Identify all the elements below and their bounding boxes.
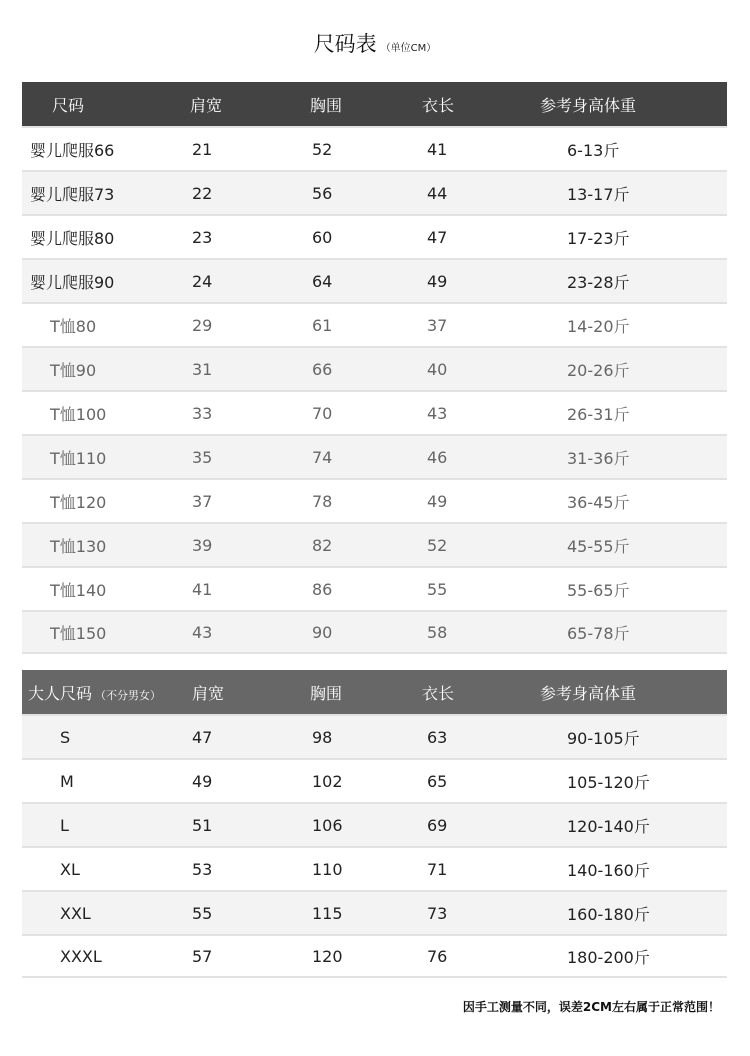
cell-chest: 115 — [312, 903, 343, 923]
cell-chest: 98 — [312, 727, 333, 747]
cell-weight: 140-160斤 — [567, 860, 650, 880]
cell-weight: 20-26斤 — [567, 360, 630, 380]
cell-size: 婴儿爬服73 — [30, 184, 115, 204]
page-title — [0, 28, 750, 58]
cell-size: T恤110 — [50, 448, 107, 468]
cell-shoulder: 21 — [192, 139, 213, 159]
table-row — [22, 758, 727, 802]
cell-chest: 120 — [312, 946, 343, 966]
table-row — [22, 126, 727, 170]
cell-shoulder: 33 — [192, 403, 213, 423]
cell-weight: 105-120斤 — [567, 772, 650, 792]
cell-shoulder: 51 — [192, 815, 213, 835]
cell-length: 63 — [427, 727, 448, 747]
cell-shoulder: 55 — [192, 903, 213, 923]
header-chest: 胸围 — [310, 683, 343, 703]
cell-chest: 90 — [312, 622, 333, 642]
cell-shoulder: 41 — [192, 579, 213, 599]
cell-shoulder: 49 — [192, 771, 213, 791]
cell-size: S — [60, 727, 71, 747]
table-row — [22, 714, 727, 758]
cell-weight: 120-140斤 — [567, 816, 650, 836]
table-row — [22, 934, 727, 978]
kids-size-table — [22, 82, 727, 654]
cell-length: 55 — [427, 579, 448, 599]
cell-length: 71 — [427, 859, 448, 879]
cell-length: 49 — [427, 271, 448, 291]
cell-chest: 86 — [312, 579, 333, 599]
cell-chest: 64 — [312, 271, 333, 291]
table-row — [22, 258, 727, 302]
cell-length: 37 — [427, 315, 448, 335]
cell-shoulder: 35 — [192, 447, 213, 467]
table-row — [22, 346, 727, 390]
cell-length: 43 — [427, 403, 448, 423]
cell-size: XXL — [60, 903, 91, 923]
cell-shoulder: 43 — [192, 622, 213, 642]
adult-size-table — [22, 670, 727, 978]
cell-length: 47 — [427, 227, 448, 247]
cell-length: 73 — [427, 903, 448, 923]
table-row — [22, 610, 727, 654]
cell-size: XL — [60, 859, 80, 879]
header-weight: 参考身高体重 — [540, 683, 637, 703]
cell-shoulder: 53 — [192, 859, 213, 879]
adult-table-body — [22, 714, 727, 978]
cell-length: 69 — [427, 815, 448, 835]
cell-length: 52 — [427, 535, 448, 555]
cell-shoulder: 23 — [192, 227, 213, 247]
cell-size: T恤120 — [50, 492, 107, 512]
table-row — [22, 890, 727, 934]
table-row — [22, 566, 727, 610]
cell-weight: 6-13斤 — [567, 140, 620, 160]
cell-chest: 60 — [312, 227, 333, 247]
cell-size: M — [60, 771, 74, 791]
cell-size: T恤90 — [50, 360, 97, 380]
cell-chest: 61 — [312, 315, 333, 335]
cell-chest: 106 — [312, 815, 343, 835]
cell-length: 65 — [427, 771, 448, 791]
cell-shoulder: 39 — [192, 535, 213, 555]
header-length: 衣长 — [422, 683, 455, 703]
cell-size: T恤80 — [50, 316, 97, 336]
cell-shoulder: 57 — [192, 946, 213, 966]
table-row — [22, 522, 727, 566]
table-row — [22, 302, 727, 346]
cell-shoulder: 24 — [192, 271, 213, 291]
cell-size: 婴儿爬服90 — [30, 272, 115, 292]
table-row — [22, 434, 727, 478]
cell-size: T恤150 — [50, 623, 107, 643]
cell-chest: 56 — [312, 183, 333, 203]
cell-length: 41 — [427, 139, 448, 159]
cell-shoulder: 31 — [192, 359, 213, 379]
cell-chest: 82 — [312, 535, 333, 555]
header-shoulder: 肩宽 — [190, 95, 223, 115]
cell-weight: 180-200斤 — [567, 947, 650, 967]
title-unit: （单位CM） — [380, 43, 437, 54]
table-row — [22, 478, 727, 522]
cell-weight: 31-36斤 — [567, 448, 630, 468]
cell-size: XXXL — [60, 946, 102, 966]
cell-chest: 70 — [312, 403, 333, 423]
kids-table-header — [22, 82, 727, 126]
cell-size: L — [60, 815, 69, 835]
cell-weight: 45-55斤 — [567, 536, 630, 556]
header-weight: 参考身高体重 — [540, 95, 637, 115]
header-unisex-note: （不分男女） — [95, 688, 162, 702]
cell-length: 44 — [427, 183, 448, 203]
cell-weight: 65-78斤 — [567, 623, 630, 643]
table-row — [22, 802, 727, 846]
header-size: 尺码 — [52, 95, 85, 115]
cell-size: T恤140 — [50, 580, 107, 600]
cell-chest: 78 — [312, 491, 333, 511]
cell-weight: 17-23斤 — [567, 228, 630, 248]
measurement-note: 因手工测量不同，误差2CM左右属于正常范围！ — [462, 1000, 720, 1014]
table-row — [22, 214, 727, 258]
table-row — [22, 390, 727, 434]
cell-shoulder: 29 — [192, 315, 213, 335]
cell-weight: 14-20斤 — [567, 316, 630, 336]
title-main: 尺码表 — [313, 32, 377, 56]
cell-weight: 13-17斤 — [567, 184, 630, 204]
cell-shoulder: 47 — [192, 727, 213, 747]
header-shoulder: 肩宽 — [192, 683, 225, 703]
cell-size: T恤100 — [50, 404, 107, 424]
header-adult-size-label: 大人尺码 — [28, 683, 93, 703]
cell-size: 婴儿爬服66 — [30, 140, 115, 160]
cell-length: 76 — [427, 946, 448, 966]
cell-chest: 110 — [312, 859, 343, 879]
cell-length: 40 — [427, 359, 448, 379]
cell-shoulder: 37 — [192, 491, 213, 511]
cell-weight: 160-180斤 — [567, 904, 650, 924]
table-row — [22, 846, 727, 890]
cell-weight: 36-45斤 — [567, 492, 630, 512]
cell-length: 46 — [427, 447, 448, 467]
cell-length: 58 — [427, 622, 448, 642]
cell-weight: 90-105斤 — [567, 728, 640, 748]
table-row — [22, 170, 727, 214]
cell-size: T恤130 — [50, 536, 107, 556]
cell-weight: 23-28斤 — [567, 272, 630, 292]
header-length: 衣长 — [422, 95, 455, 115]
kids-table-body — [22, 126, 727, 654]
header-chest: 胸围 — [310, 95, 343, 115]
cell-length: 49 — [427, 491, 448, 511]
adult-table-header — [22, 670, 727, 714]
header-adult-size — [22, 681, 192, 704]
cell-chest: 74 — [312, 447, 333, 467]
cell-chest: 102 — [312, 771, 343, 791]
cell-shoulder: 22 — [192, 183, 213, 203]
cell-weight: 26-31斤 — [567, 404, 630, 424]
cell-chest: 66 — [312, 359, 333, 379]
cell-weight: 55-65斤 — [567, 580, 630, 600]
cell-chest: 52 — [312, 139, 333, 159]
cell-size: 婴儿爬服80 — [30, 228, 115, 248]
